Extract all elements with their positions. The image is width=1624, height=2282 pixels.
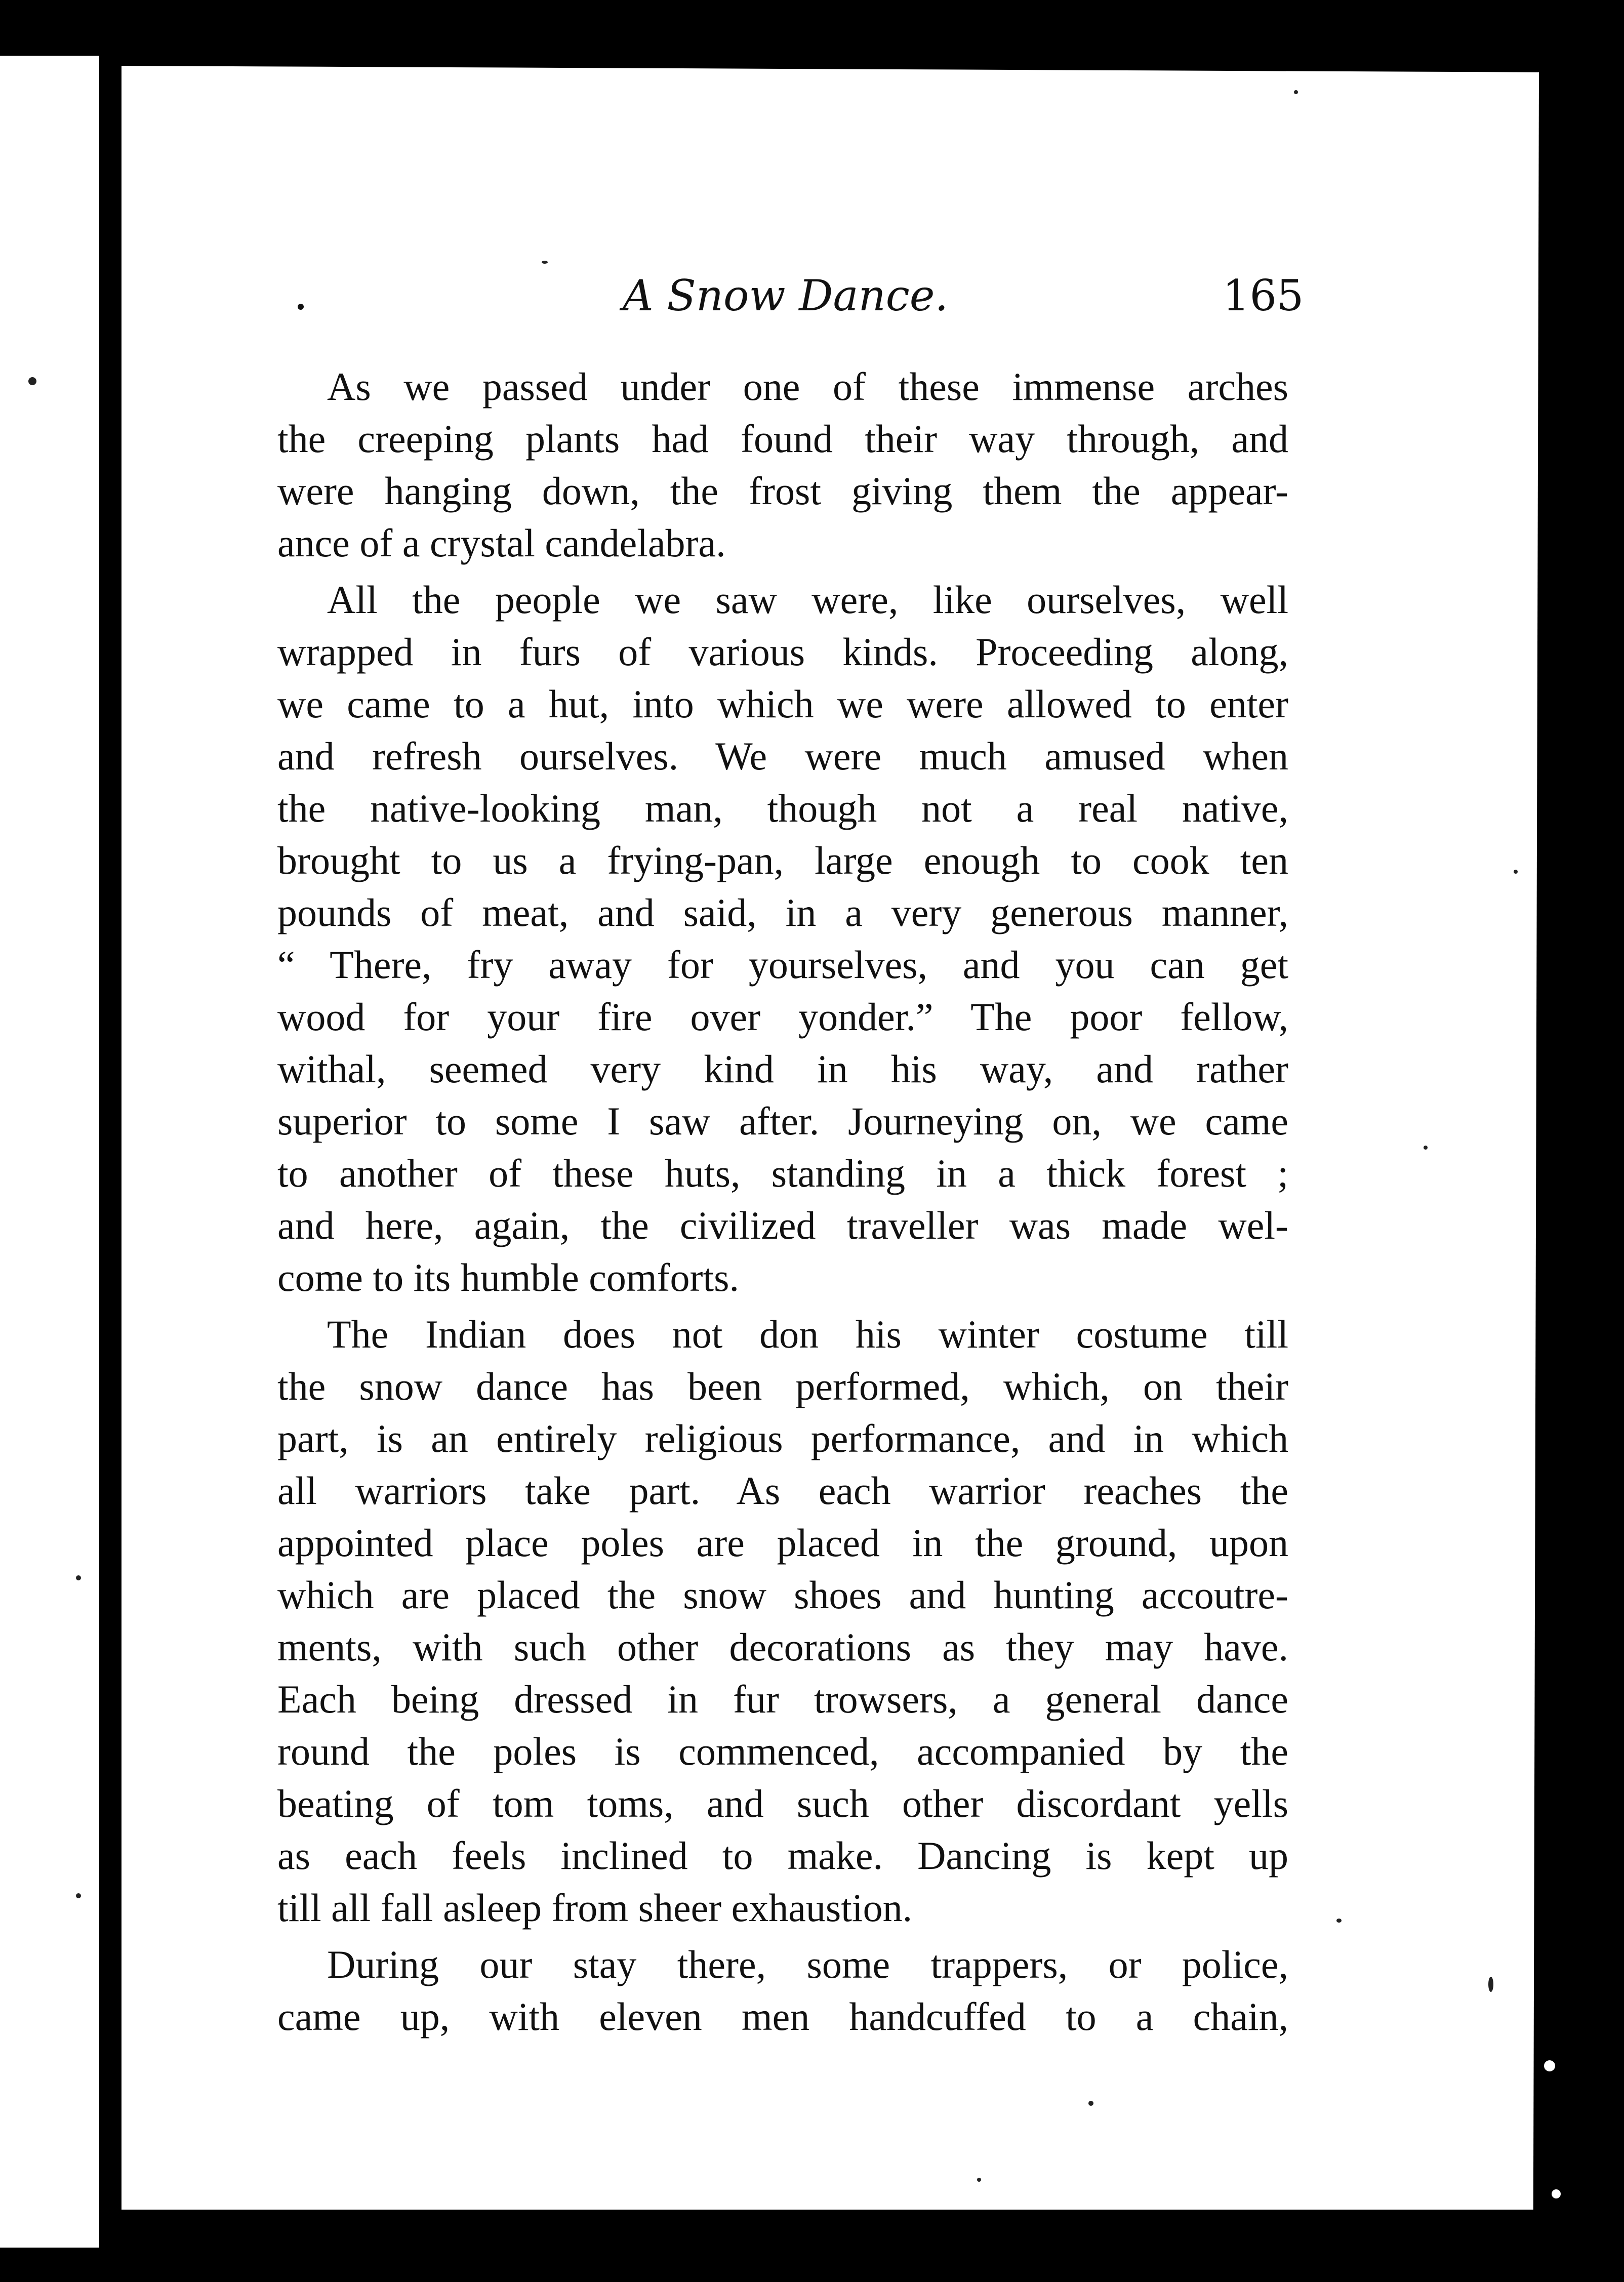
scan-speck (76, 1893, 81, 1898)
scan-speck (1424, 1146, 1428, 1150)
book-gutter (99, 56, 121, 2248)
text-line: came up, with eleven men handcuffed to a chain, (277, 1994, 1288, 2039)
text-line: to another of these huts, standing in a thick forest ; (277, 1151, 1288, 1195)
text-line: During our stay there, some trappers, or police, (327, 1942, 1288, 1986)
body-text (277, 360, 1288, 2043)
text-line: All the people we saw were, like ourselves, well (327, 578, 1288, 622)
left-page-edge (0, 56, 99, 2248)
text-line: wood for your fire over yonder.” The poor fellow, (277, 995, 1288, 1039)
text-line: ance of a crystal candelabra. (277, 521, 726, 565)
text-line: wrapped in furs of various kinds. Proceeding along, (277, 630, 1288, 674)
scan-speck (542, 261, 548, 264)
text-line: As we passed under one of these immense arches (327, 364, 1288, 409)
text-line: round the poles is commenced, accompanied by the (277, 1729, 1288, 1773)
text-line: brought to us a frying-pan, large enough to cook ten (277, 838, 1288, 882)
scan-speck (1294, 90, 1298, 94)
text-line: were hanging down, the frost giving them the appear- (277, 469, 1288, 513)
text-line: ments, with such other decorations as they may have. (277, 1625, 1288, 1669)
text-line: we came to a hut, into which we were allowed to enter (277, 682, 1288, 726)
text-line: and refresh ourselves. We were much amused when (277, 734, 1288, 778)
text-line: Each being dressed in fur trowsers, a general dance (277, 1677, 1288, 1721)
scan-speck (28, 377, 36, 385)
text-line: part, is an entirely religious performance, and in which (277, 1416, 1288, 1460)
page-number: 165 (1223, 271, 1304, 320)
text-line: the native-looking man, though not a real native, (277, 786, 1288, 830)
scan-speck (1544, 2060, 1555, 2071)
scan-speck (1488, 1977, 1493, 1992)
scan-speck (76, 1575, 81, 1580)
text-line: which are placed the snow shoes and hunting accoutre- (277, 1573, 1288, 1617)
running-title: A Snow Dance. (623, 271, 949, 320)
text-line: and here, again, the civilized traveller was made wel- (277, 1203, 1288, 1247)
scan-speck (1514, 870, 1518, 874)
text-line: withal, seemed very kind in his way, and rather (277, 1047, 1288, 1091)
text-line: all warriors take part. As each warrior reaches the (277, 1469, 1288, 1513)
text-line: pounds of meat, and said, in a very generous manner, (277, 890, 1288, 934)
text-line: till all fall asleep from sheer exhaustion. (277, 1886, 913, 1930)
text-line: beating of tom toms, and such other discordant yells (277, 1781, 1288, 1825)
text-line: as each feels inclined to make. Dancing is kept up (277, 1833, 1288, 1878)
text-line: “ There, fry away for yourselves, and you can get (277, 943, 1288, 987)
text-line: appointed place poles are placed in the ground, upon (277, 1521, 1288, 1565)
scan-speck (1088, 2101, 1093, 2106)
scan-speck (1336, 1919, 1342, 1923)
text-line: come to its humble comforts. (277, 1255, 740, 1299)
scan-speck (1552, 2189, 1561, 2198)
scan-speck (977, 2178, 981, 2182)
text-line: The Indian does not don his winter costume till (327, 1312, 1288, 1356)
text-line: the snow dance has been performed, which, on their (277, 1364, 1288, 1408)
text-line: the creeping plants had found their way through, and (277, 417, 1288, 461)
text-line: superior to some I saw after. Journeying on, we came (277, 1099, 1288, 1143)
